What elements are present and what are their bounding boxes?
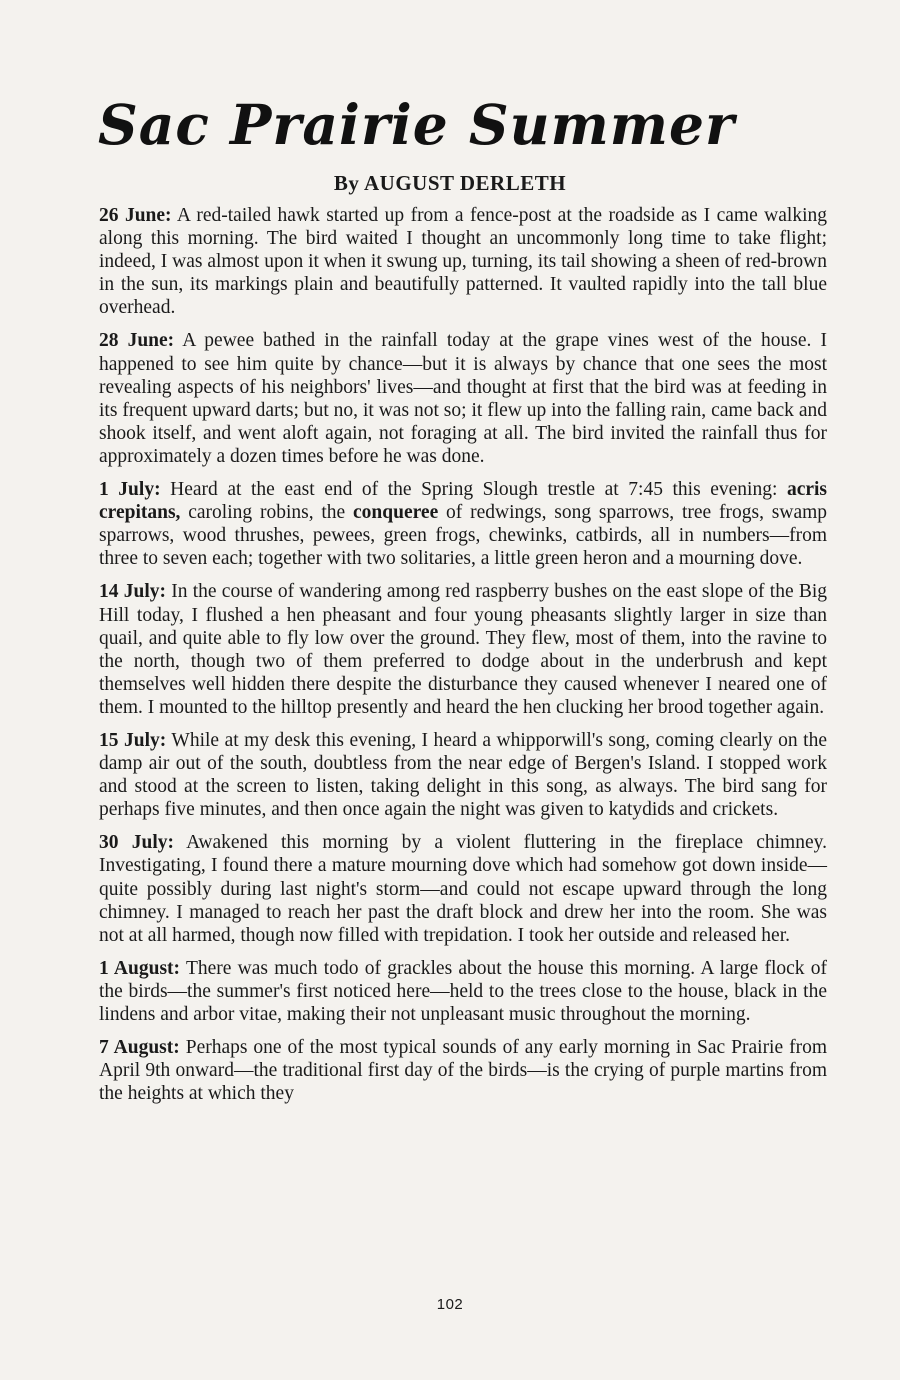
byline xyxy=(0,170,900,196)
entry-text: In the course of wandering among red raspberry bushes on the east slope of the Big Hill today, I flushed a hen pheasant and four young pheasants slightly larger in size than quail, and quite able to fly low over the ground. They flew, most of them, into the ravine to the north, though two of them preferred to dodge about in the underbrush and kept themselves well hidden there despite the disturbance they caused whenever I neared one of them. I mounted to the hilltop presently and heard the hen clucking her brood together again. xyxy=(99,581,828,718)
entry-text: A red-tailed hawk started up from a fence-post at the roadside as I came walking along this morning. The bird waited I thought an uncommonly long time to take flight; indeed, I was almost upon it when it swung up, turning, its tail showing a sheen of red-brown in the sun, its markings plain and beautifully patterned. It vaulted rapidly into the tall blue overhead. xyxy=(99,205,827,319)
article-body xyxy=(99,204,827,1115)
journal-entry xyxy=(99,478,827,570)
journal-entry xyxy=(99,831,827,946)
article-title: Sac Prairie Summer xyxy=(98,92,735,157)
journal-entry xyxy=(99,329,827,468)
entry-date: 7 August: xyxy=(99,1037,180,1059)
entry-text: Heard at the east end of the Spring Slough trestle at 7:45 this evening: xyxy=(170,479,778,501)
journal-entry xyxy=(99,729,827,821)
entry-text: A pewee bathed in the rainfall today at the grape vines west of the house. I happened to see him quite by chance—but it is always by chance that one sees the most revealing aspects of his neighbors' lives—and thought at first that the bird was at feeding in its frequent upward darts; but no, it was not so; it flew up into the falling rain, came back and shook itself, and went aloft again, not foraging at all. The bird invited the rainfall thus for approximately a dozen times before he was done. xyxy=(99,330,827,467)
species-term: conqueree xyxy=(353,502,439,524)
entry-date: 26 June: xyxy=(99,205,172,226)
entry-date: 15 July: xyxy=(99,729,167,751)
page-number: 102 xyxy=(436,1296,464,1313)
entry-date: 1 July: xyxy=(99,479,161,501)
journal-entry xyxy=(99,204,827,319)
entry-date: 1 August: xyxy=(99,957,181,979)
entry-text: Awakened this morning by a violent fluttering in the fireplace chimney. Investigating, I found there a mature mourning dove which had somehow got down inside—quite possibly during last night's storm—and could not escape upward through the long chimney. I managed to reach her past the draft block and drew her into the room. She was not at all harmed, though now filled with trepidation. I took her outside and released her. xyxy=(99,832,827,946)
species-term: acris crepitans, xyxy=(99,479,828,524)
entry-text: Perhaps one of the most typical sounds of any early morning in Sac Prairie from April 9th onward—the traditional first day of the birds—is the crying of purple martins from the heights at which they xyxy=(99,1037,828,1105)
entry-text: of redwings, song sparrows, tree frogs, swamp sparrows, wood thrushes, pewees, green frogs, chewinks, catbirds, all in numbers—from three to seven each; together with two solitaries, a little green heron and a mourning dove. xyxy=(99,502,828,570)
journal-entry xyxy=(99,957,827,1026)
journal-entry xyxy=(99,1036,827,1105)
entry-date: 14 July: xyxy=(99,581,166,603)
entry-text: There was much todo of grackles about the house this morning. A large flock of the birds—the summer's first noticed here—held to the trees close to the house, black in the lindens and arbor vitae, making their not unpleasant music throughout the morning. xyxy=(99,957,827,1025)
journal-entry xyxy=(99,580,827,719)
entry-date: 30 July: xyxy=(99,832,174,854)
entry-date: 28 June: xyxy=(99,330,175,352)
byline-prefix: By xyxy=(333,171,360,195)
entry-text: caroling robins, the xyxy=(188,502,346,524)
entry-text: While at my desk this evening, I heard a whipporwill's song, coming clearly on the damp air out of the south, doubtless from the near edge of Bergen's Island. I stopped work and stood at the screen to listen, taking delight in this song, as always. The bird sang for perhaps five minutes, and then once again the night was given to katydids and crickets. xyxy=(99,729,827,821)
author-name: AUGUST DERLETH xyxy=(364,171,567,195)
